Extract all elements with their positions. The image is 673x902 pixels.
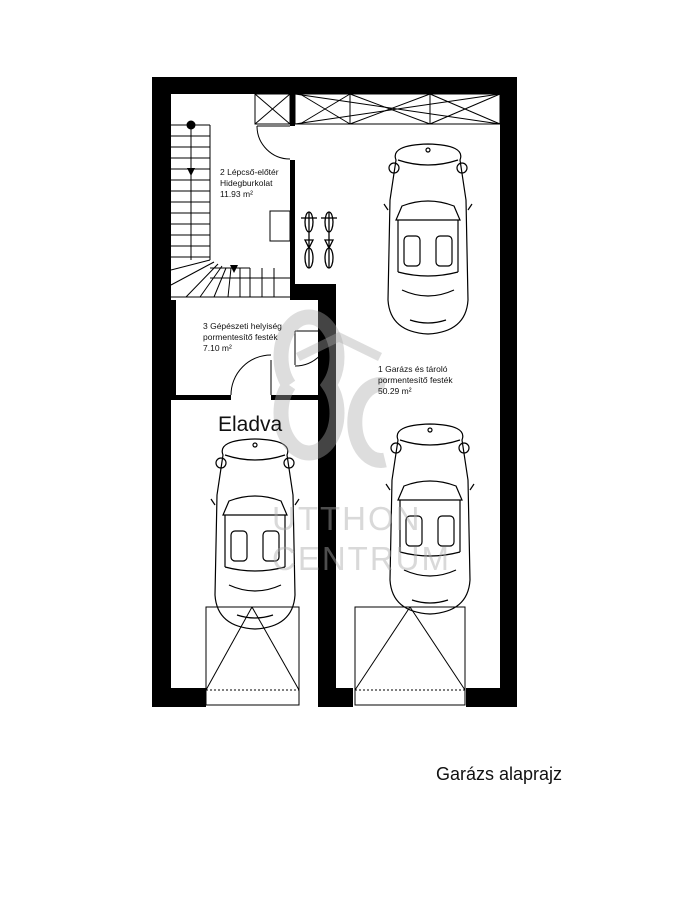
sold-status-label: Eladva bbox=[218, 413, 283, 436]
room-name: 3 Gépészeti helyiség bbox=[203, 321, 282, 331]
room-finish: pormentesítő festék bbox=[378, 375, 453, 385]
room-area: 7.10 m² bbox=[203, 343, 232, 353]
car-1 bbox=[384, 144, 472, 334]
room-label-mechanical bbox=[203, 321, 282, 354]
room-area: 50.29 m² bbox=[378, 386, 412, 396]
room-finish: Hidegburkolat bbox=[220, 178, 273, 188]
room-label-stair-hall bbox=[220, 167, 279, 200]
plan-caption: Garázs alaprajz bbox=[436, 764, 563, 784]
room-name: 1 Garázs és tároló bbox=[378, 364, 448, 374]
room-name: 2 Lépcső-előtér bbox=[220, 167, 279, 177]
watermark-text-line1: UTTHON bbox=[272, 500, 422, 537]
room-area: 11.93 m² bbox=[220, 189, 253, 199]
bicycles bbox=[301, 212, 337, 268]
watermark-text-line2: CENTRUM bbox=[272, 540, 451, 577]
room-label-garage bbox=[378, 364, 453, 397]
watermark-logo bbox=[281, 317, 385, 460]
room-finish: pormentesítő festék bbox=[203, 332, 278, 342]
